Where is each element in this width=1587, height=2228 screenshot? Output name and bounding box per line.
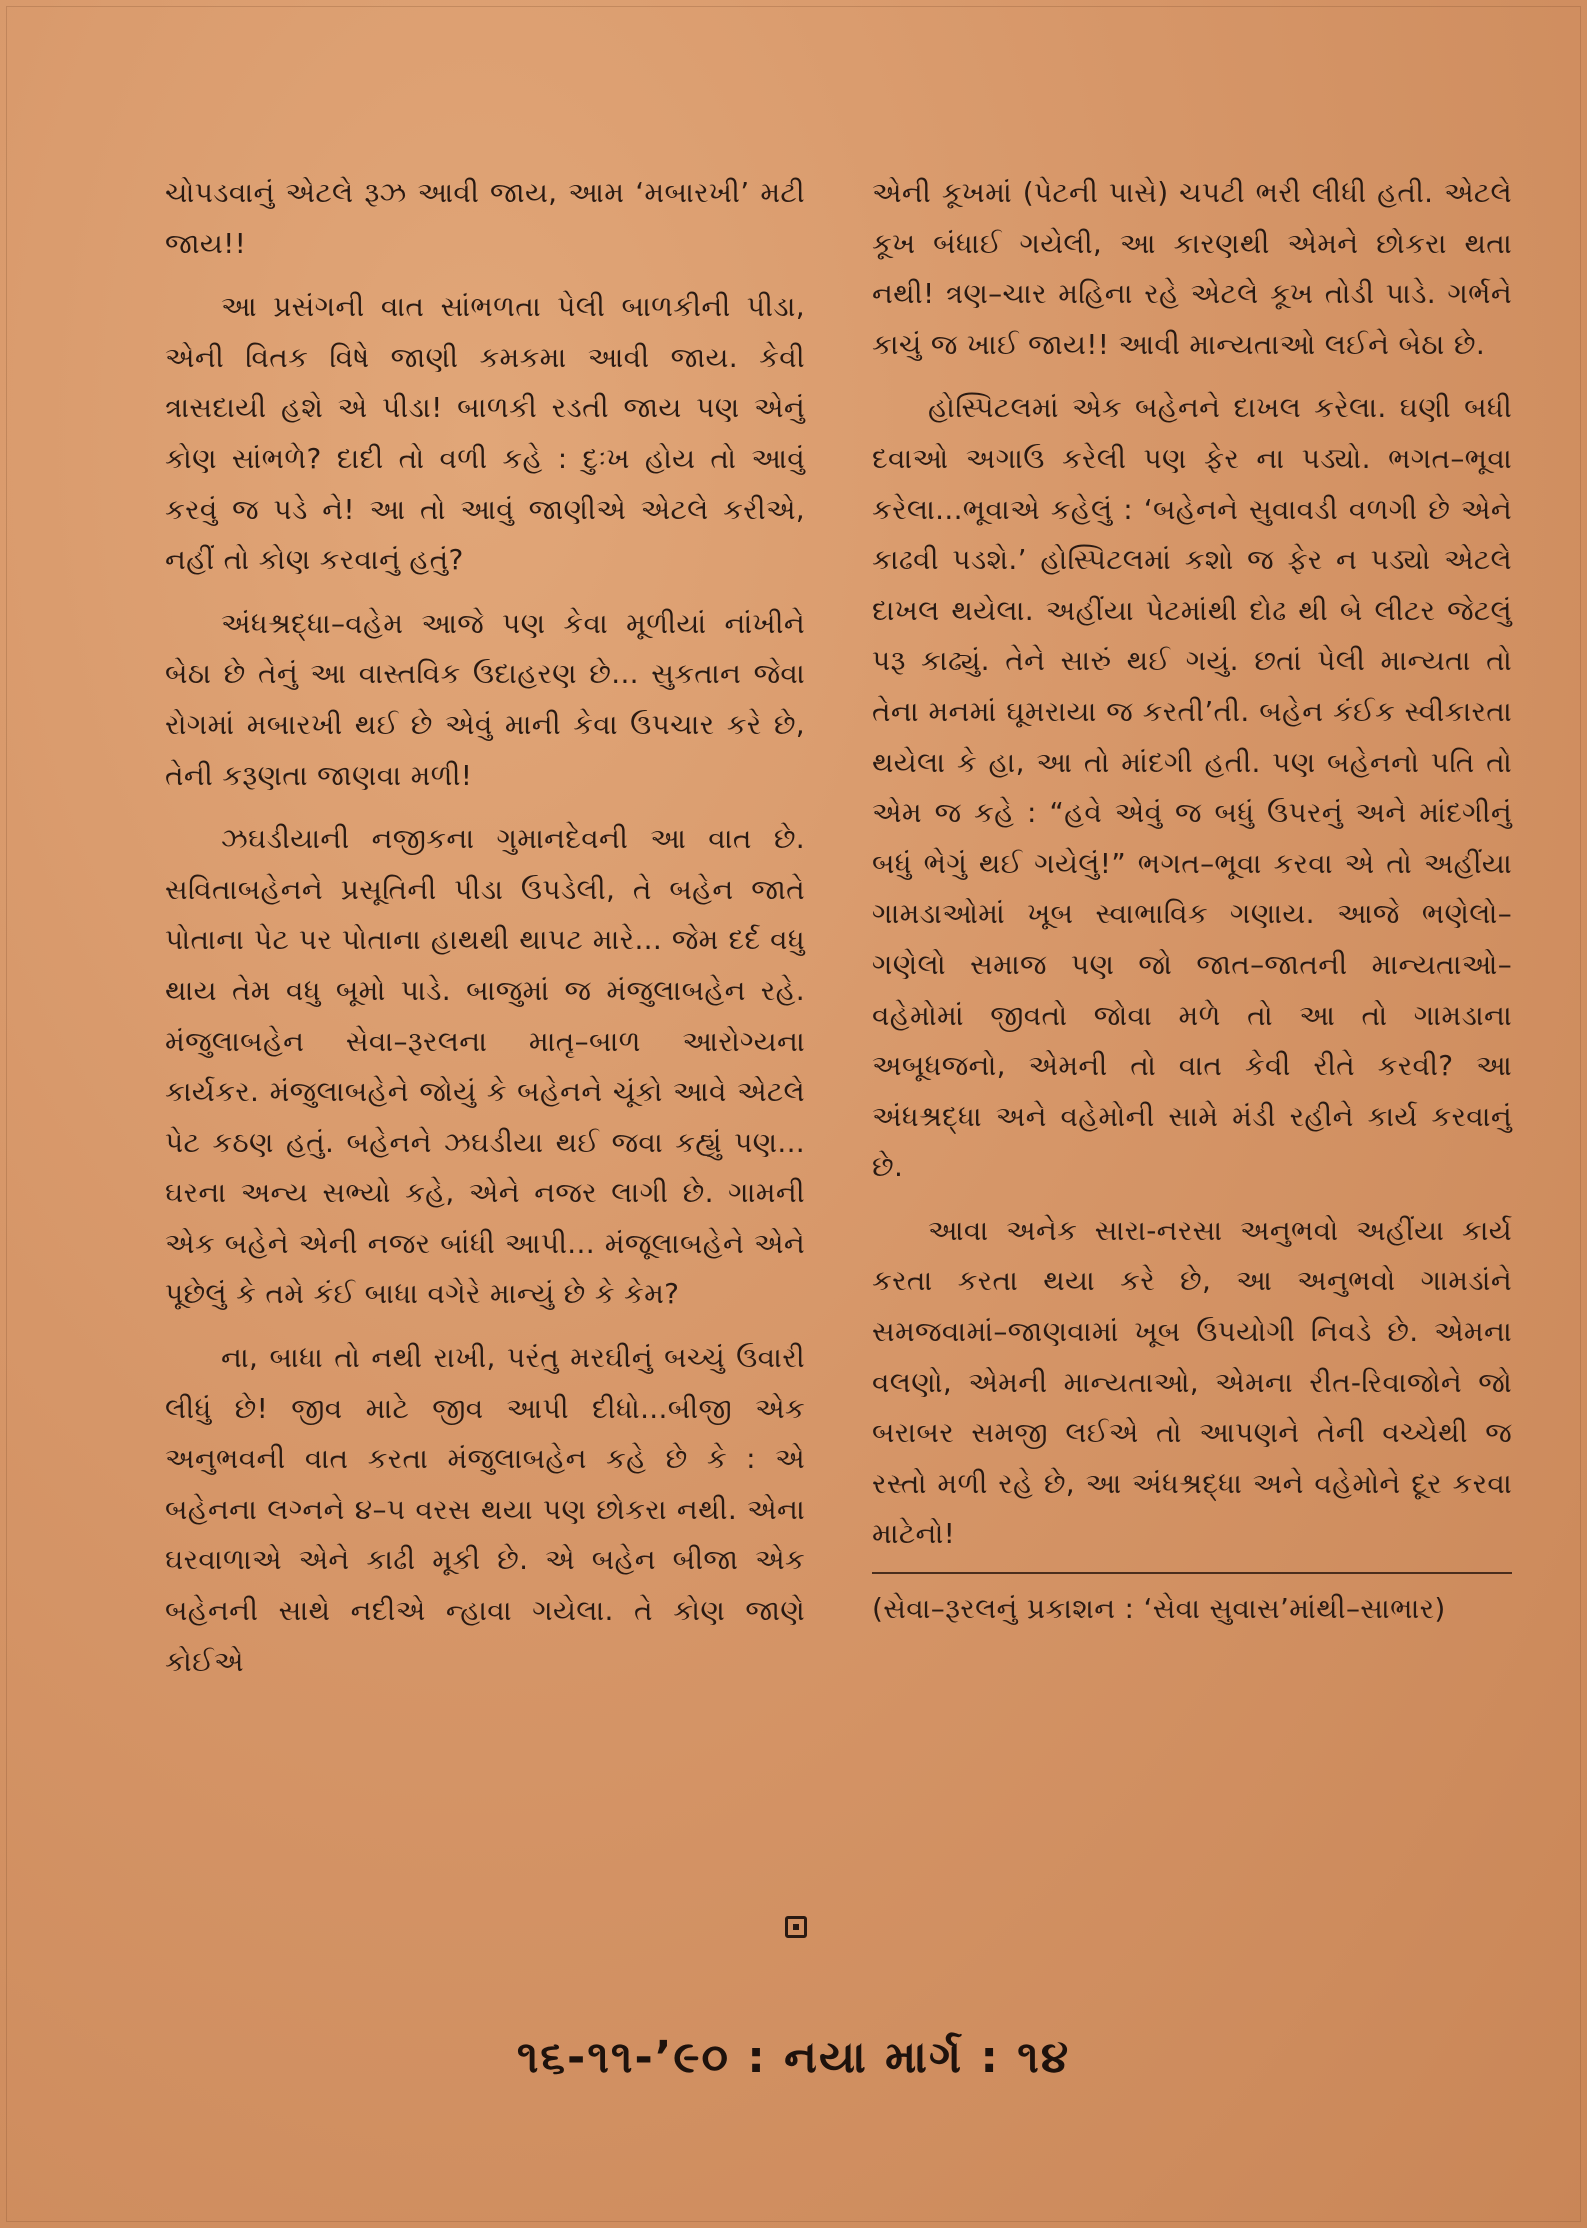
paragraph: ઝઘડીયાની નજીકના ગુમાનદેવની આ વાત છે. સવિતાબહેનને પ્રસૂતિની પીડા ઉપડેલી, તે બહેન જાતે પોતાના પેટ પર પોતાના હાથથી થાપટ મારે... જેમ દર્દ વધુ થાય તેમ વધુ બૂમો પાડે. બાજુમાં જ મંજુલાબહેન રહે. મંજુલાબહેન સેવા–રૂરલના માતૃ–બાળ આરોગ્યના કાર્યકર. મંજુલાબહેને જોયું કે બહેનને ચૂંકો આવે એટલે પેટ કઠણ હતું. બહેનને ઝઘડીયા થઈ જવા કહ્યું પણ... ઘરના અન્ય સભ્યો કહે, એને નજર લાગી છે. ગામની એક બહેને એની નજર બાંધી આપી... મંજૂલાબહેને એને પૂછેલું કે તમે કંઈ બાધા વગેરે માન્યું છે કે કેમ?: [165, 822, 805, 1311]
paragraph: ચોપડવાનું એટલે રૂઝ આવી જાય, આમ ‘મબારખી’ મટી જાય!!: [165, 176, 805, 260]
paragraph: એની કૂખમાં (પેટની પાસે) ચપટી ભરી લીધી હતી. એટલે કૂખ બંધાઈ ગયેલી, આ કારણથી એમને છોકરા થતા નથી! ત્રણ–ચાર મહિના રહે એટલે કૂખ તોડી પાડે. ગર્ભને કાચું જ ખાઈ જાય!! આવી માન્યતાઓ લઈને બેઠા છે.: [872, 176, 1512, 361]
paragraph: હોસ્પિટલમાં એક બહેનને દાખલ કરેલા. ઘણી બધી દવાઓ અગાઉ કરેલી પણ ફેર ના પડ્યો. ભગત–ભૂવા કરેલા...ભૂવાએ કહેલું : ‘બહેનને સુવાવડી વળગી છે એને કાઢવી પડશે.’ હોસ્પિટલમાં કશો જ ફેર ન પડ્યો એટલે દાખલ થયેલા. અહીંયા પેટમાંથી દોઢ થી બે લીટર જેટલું પરૂ કાઢ્યું. તેને સારું થઈ ગયું. છતાં પેલી માન્યતા તો તેના મનમાં ઘૂમરાયા જ કરતી’તી. બહેન કંઈક સ્વીકારતા થયેલા કે હા, આ તો માંદગી હતી. પણ બહેનનો પતિ તો એમ જ કહે : “હવે એવું જ બધું ઉપરનું અને માંદગીનું બધું ભેગું થઈ ગયેલું!” ભગત–ભૂવા કરવા એ તો અહીંયા ગામડાઓમાં ખૂબ સ્વાભાવિક ગણાય. આજે ભણેલો–ગણેલો સમાજ પણ જો જાત–જાતની માન્યતાઓ–વહેમોમાં જીવતો જોવા મળે તો આ તો ગામડાના અબૂધજનો, એમની તો વાત કેવી રીતે કરવી? આ અંધશ્રદ્ધા અને વહેમોની સામે મંડી રહીને કાર્ય કરવાનું છે.: [872, 391, 1512, 1184]
paragraph: અંધશ્રદ્ધા–વહેમ આજે પણ કેવા મૂળીયાં નાંખીને બેઠા છે તેનું આ વાસ્તવિક ઉદાહરણ છે... સુકતાન જેવા રોગમાં મબારખી થઈ છે એવું માની કેવા ઉપચાર કરે છે, તેની કરૂણતા જાણવા મળી!: [165, 606, 805, 792]
left-column: [165, 168, 805, 1687]
page-footer: ૧૬-૧૧-’૯૦ : નયા માર્ગ : ૧૪: [516, 2032, 1071, 2083]
paragraph: ના, બાધા તો નથી રાખી, પરંતુ મરઘીનું બચ્ચું ઉવારી લીધું છે! જીવ માટે જીવ આપી દીધો...બીજી એક અનુભવની વાત કરતા મંજુલાબહેન કહે છે કે : એ બહેનના લગ્નને ૪–૫ વરસ થયા પણ છોકરા નથી. એના ઘરવાળાએ એને કાઢી મૂકી છે. એ બહેન બીજા એક બહેનની સાથે નદીએ ન્હાવા ગયેલા. તે કોણ જાણે કોઈએ: [165, 1341, 805, 1678]
section-end-mark-icon: [785, 1916, 807, 1938]
paragraph: આ પ્રસંગની વાત સાંભળતા પેલી બાળકીની પીડા, એની વિતક વિષે જાણી કમકમા આવી જાય. કેવી ત્રાસદાયી હશે એ પીડા! બાળકી રડતી જાય પણ એનું કોણ સાંભળે? દાદી તો વળી કહે : દુઃખ હોય તો આવું કરવું જ પડે ને! આ તો આવું જાણીએ એટલે કરીએ, નહીં તો કોણ કરવાનું હતું?: [165, 290, 805, 577]
right-column: [872, 168, 1512, 1635]
source-credit: (સેવા–રૂરલનું પ્રકાશન : ‘સેવા સુવાસ’માંથી–સાભાર): [872, 1572, 1512, 1635]
paragraph: આવા અનેક સારા-નરસા અનુભવો અહીંયા કાર્ય કરતા કરતા થયા કરે છે, આ અનુભવો ગામડાંને સમજવામાં–જાણવામાં ખૂબ ઉપયોગી નિવડે છે. એમના વલણો, એમની માન્યતાઓ, એમના રીત-રિવાજોને જો બરાબર સમજી લઈએ તો આપણને તેની વચ્ચેથી જ રસ્તો મળી રહે છે, આ અંધશ્રદ્ધા અને વહેમોને દૂર કરવા માટેનો!: [872, 1213, 1512, 1551]
